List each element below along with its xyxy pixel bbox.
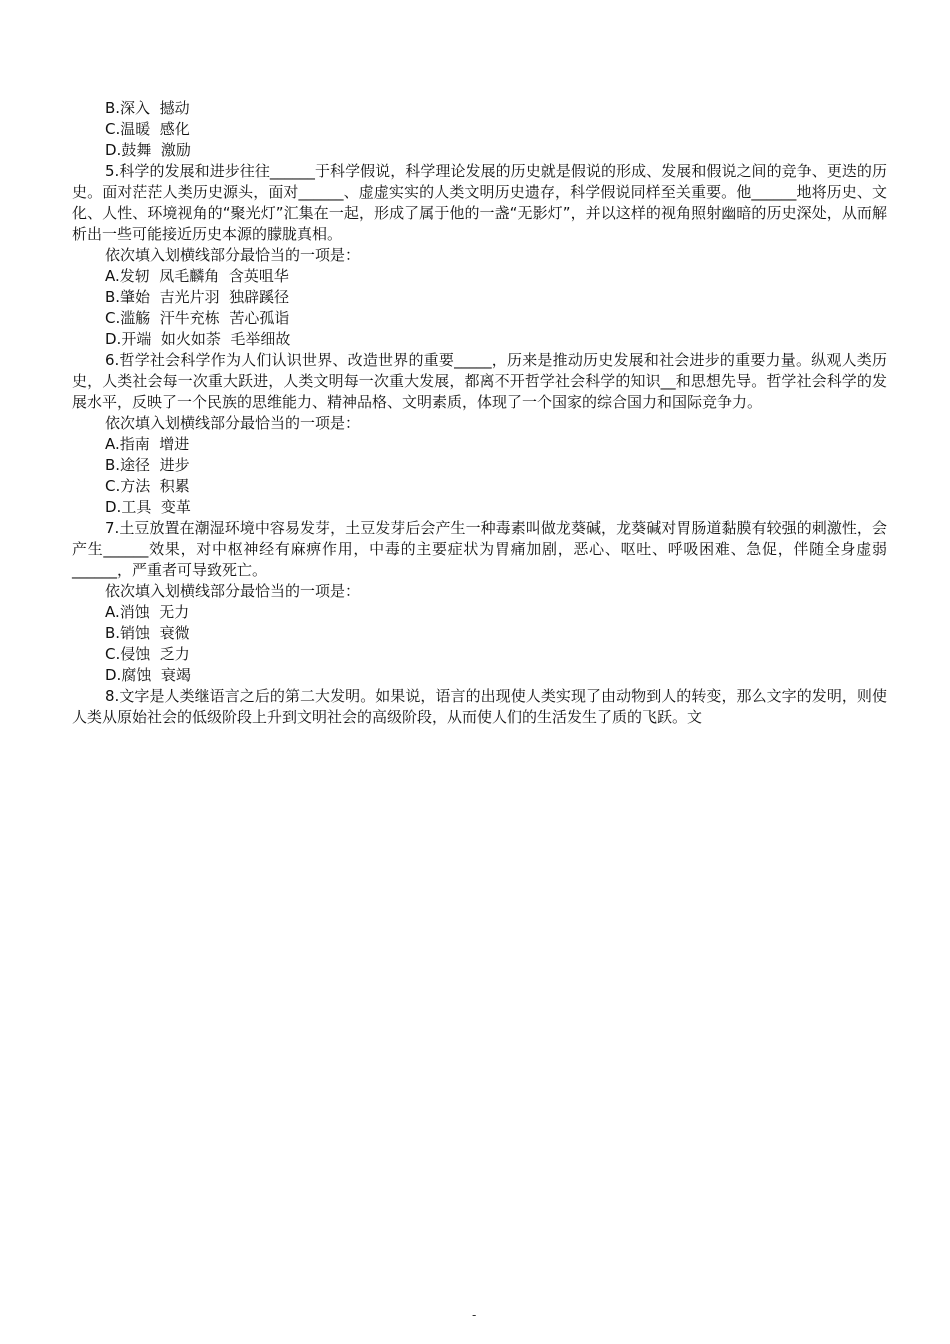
q7-option-a: A.消蚀 无力 [105,603,190,621]
q7-option-d: D.腐蚀 衰竭 [105,666,191,684]
q6-option-d: D.工具 变革 [105,498,191,516]
q6-stem: 6.哲学社会科学作为人们认识世界、改造世界的重要_____，历来是推动历史发展和社会进步的重要力量。纵观人类历史，人类社会每一次重大跃进，人类文明每一次重大发展，都离不开哲学社会科学的知识__和思想先导。哲学社会科学的发展水平，反映了一个民族的思维能力、精神品格、文明素质，体现了一个国家的综合国力和国际竞争力。 [72,351,887,411]
q7-option-c: C.侵蚀 乏力 [105,645,190,663]
document-page [72,98,887,728]
q4-option-d: D.鼓舞 激励 [105,141,191,159]
q5-option-d: D.开端 如火如荼 毛举细故 [105,330,291,348]
q6-prompt: 依次填入划横线部分最恰当的一项是： [105,414,361,432]
q4-option-c: C.温暖 感化 [105,120,190,138]
q5-option-b: B.肇始 吉光片羽 独辟蹊径 [105,288,290,306]
q4-options [72,98,887,161]
q5-block [72,245,887,350]
q5-prompt: 依次填入划横线部分最恰当的一项是： [105,246,361,264]
q5-option-c: C.滥觞 汗牛充栋 苦心孤诣 [105,309,290,327]
q4-option-b: B.深入 撼动 [105,99,190,117]
q8-stem: 8.文字是人类继语言之后的第二大发明。如果说，语言的出现使人类实现了由动物到人的转变，那么文字的发明，则使人类从原始社会的低级阶段上升到文明社会的高级阶段，从而使人们的生活发生了质的飞跃。文 [72,687,887,726]
q6-block [72,413,887,518]
q5-stem: 5.科学的发展和进步往往______于科学假说，科学理论发展的历史就是假说的形成、发展和假说之间的竞争、更迭的历史。面对茫茫人类历史源头，面对______、虚虚实实的人类文明历史遗存，科学假说同样至关重要。他______地将历史、文化、人性、环境视角的“聚光灯”汇集在一起，形成了属于他的一盏“无影灯”，并以这样的视角照射幽暗的历史深处，从而解析出一些可能接近历史本源的朦胧真相。 [72,162,887,243]
page-footer-mark: - [472,1308,477,1322]
q7-stem: 7.土豆放置在潮湿环境中容易发芽，土豆发芽后会产生一种毒素叫做龙葵碱，龙葵碱对胃肠道黏膜有较强的刺激性，会产生______效果，对中枢神经有麻痹作用，中毒的主要症状为胃痛加剧，恶心、呕吐、呼吸困难、急促，伴随全身虚弱______，严重者可导致死亡。 [72,519,887,579]
q7-block [72,581,887,686]
q7-option-b: B.销蚀 衰微 [105,624,190,642]
q6-option-b: B.途径 进步 [105,456,190,474]
q6-option-a: A.指南 增进 [105,435,190,453]
q5-option-a: A.发轫 凤毛麟角 含英咀华 [105,267,289,285]
q7-prompt: 依次填入划横线部分最恰当的一项是： [105,582,361,600]
q6-option-c: C.方法 积累 [105,477,190,495]
